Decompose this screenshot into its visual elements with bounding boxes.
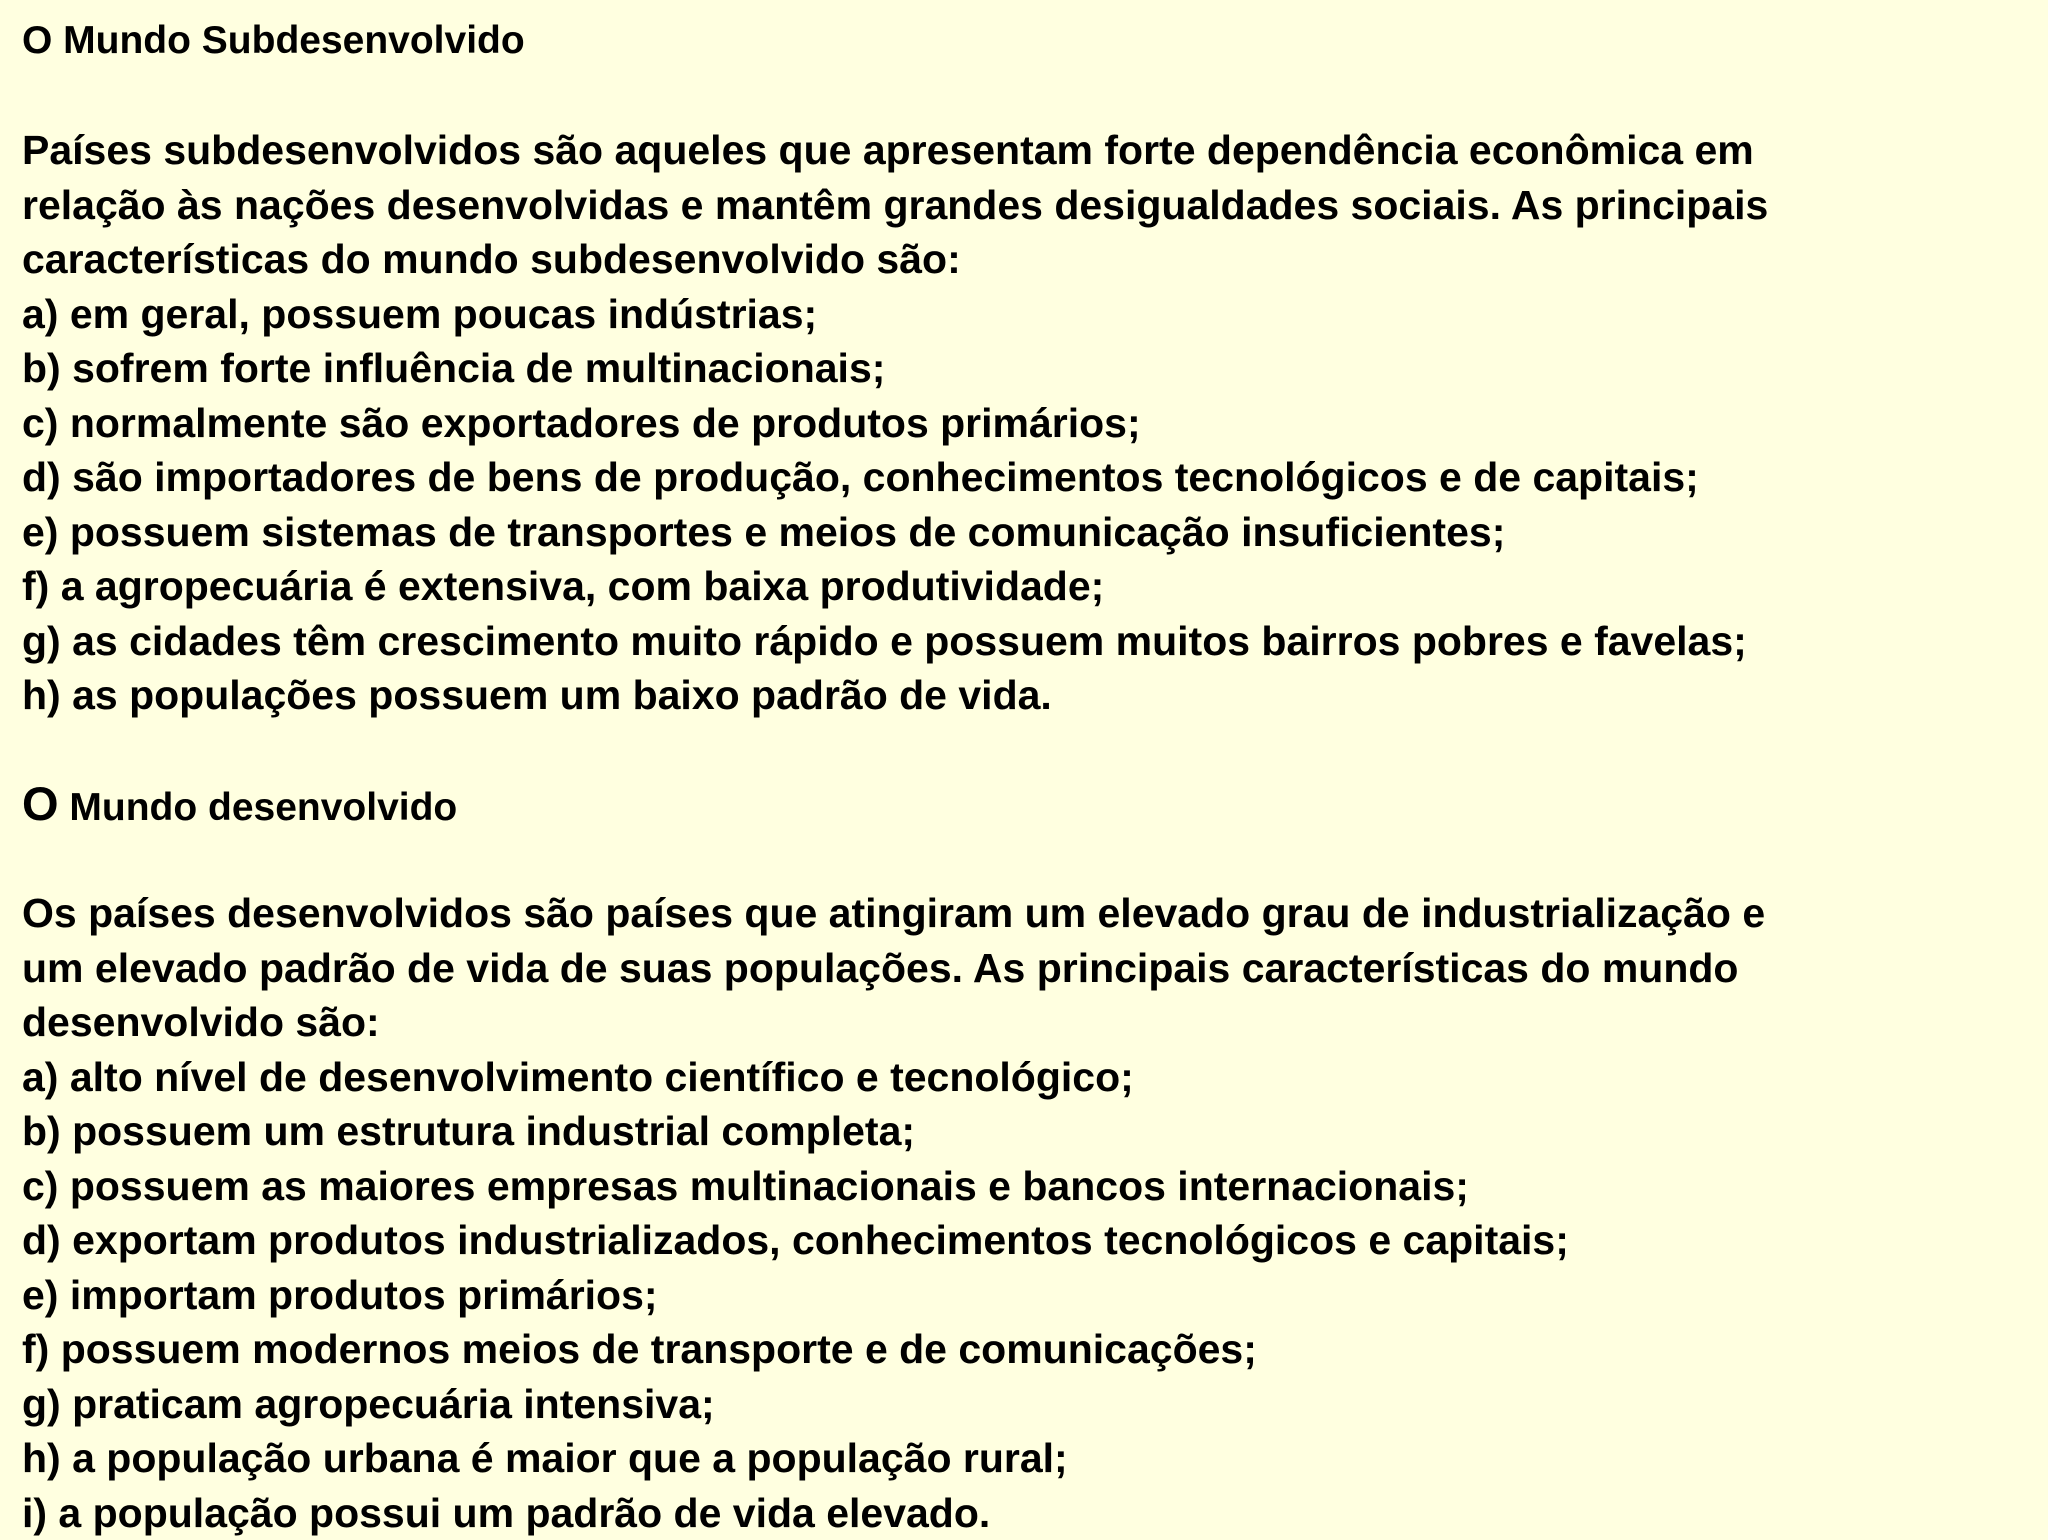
document-page: [22, 14, 2032, 1540]
spacer: [22, 723, 2032, 778]
underdeveloped-list-item: d) são importadores de bens de produção, conhecimentos tecnológicos e de capitais;: [22, 450, 2032, 505]
developed-intro-line: desenvolvido são:: [22, 995, 2032, 1050]
developed-list-item: i) a população possui um padrão de vida elevado.: [22, 1486, 2032, 1540]
developed-title-initial: O: [22, 777, 59, 830]
spacer: [22, 832, 2032, 887]
developed-title: [22, 777, 2032, 832]
developed-list-item: g) praticam agropecuária intensiva;: [22, 1377, 2032, 1432]
underdeveloped-list-item: h) as populações possuem um baixo padrão de vida.: [22, 668, 2032, 723]
underdeveloped-list-item: c) normalmente são exportadores de produtos primários;: [22, 396, 2032, 451]
developed-list-item: f) possuem modernos meios de transporte e de comunicações;: [22, 1322, 2032, 1377]
underdeveloped-list-item: b) sofrem forte influência de multinacionais;: [22, 341, 2032, 396]
developed-list-item: a) alto nível de desenvolvimento científico e tecnológico;: [22, 1050, 2032, 1105]
spacer: [22, 69, 2032, 124]
developed-list-item: b) possuem um estrutura industrial completa;: [22, 1104, 2032, 1159]
underdeveloped-list-item: a) em geral, possuem poucas indústrias;: [22, 287, 2032, 342]
underdeveloped-intro-line: características do mundo subdesenvolvido são:: [22, 232, 2032, 287]
developed-title-rest: Mundo desenvolvido: [59, 786, 458, 829]
underdeveloped-list-item: g) as cidades têm crescimento muito rápido e possuem muitos bairros pobres e favelas;: [22, 614, 2032, 669]
developed-intro-line: Os países desenvolvidos são países que atingiram um elevado grau de industrialização e: [22, 886, 2032, 941]
underdeveloped-title: O Mundo Subdesenvolvido: [22, 14, 2032, 69]
underdeveloped-intro-line: Países subdesenvolvidos são aqueles que apresentam forte dependência econômica em: [22, 123, 2032, 178]
underdeveloped-intro-line: relação às nações desenvolvidas e mantêm grandes desigualdades sociais. As principais: [22, 178, 2032, 233]
underdeveloped-list-item: f) a agropecuária é extensiva, com baixa produtividade;: [22, 559, 2032, 614]
developed-list-item: e) importam produtos primários;: [22, 1268, 2032, 1323]
developed-list-item: h) a população urbana é maior que a população rural;: [22, 1431, 2032, 1486]
developed-list-item: c) possuem as maiores empresas multinacionais e bancos internacionais;: [22, 1159, 2032, 1214]
developed-intro-line: um elevado padrão de vida de suas populações. As principais características do mundo: [22, 941, 2032, 996]
underdeveloped-list-item: e) possuem sistemas de transportes e meios de comunicação insuficientes;: [22, 505, 2032, 560]
developed-list-item: d) exportam produtos industrializados, conhecimentos tecnológicos e capitais;: [22, 1213, 2032, 1268]
